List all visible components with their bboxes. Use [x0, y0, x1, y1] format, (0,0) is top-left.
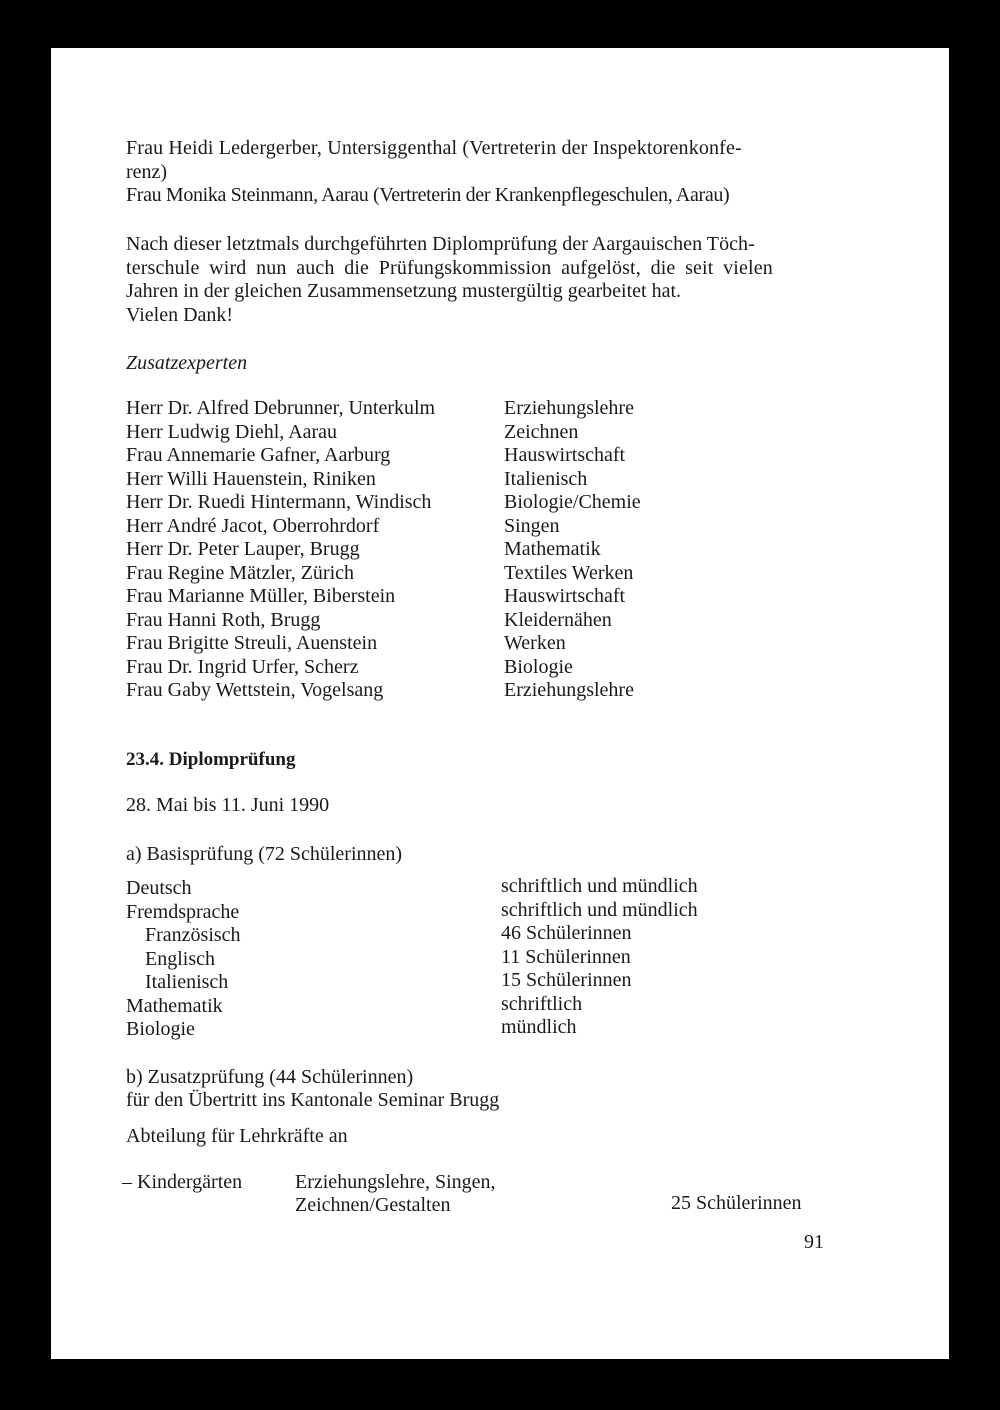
expert-subject: Textiles Werken: [504, 561, 634, 584]
expert-name: Herr Dr. Peter Lauper, Brugg: [126, 538, 360, 560]
kindergarten-subjects-1: Erziehungslehre, Singen,: [295, 1171, 496, 1193]
basis-detail: 15 Schülerinnen: [501, 969, 632, 991]
basis-subject: Italienisch: [145, 971, 229, 993]
paragraph-line-3: Jahren in der gleichen Zusammensetzung mustergültig gearbeitet hat.: [126, 280, 682, 302]
expert-name: Frau Hanni Roth, Brugg: [126, 608, 321, 631]
expert-subject: Zeichnen: [504, 420, 579, 443]
expert-name: Frau Gaby Wettstein, Vogelsang: [126, 679, 384, 701]
intro-block: [126, 137, 826, 208]
expert-name: Herr Dr. Alfred Debrunner, Unterkulm: [126, 397, 436, 419]
intro-line-2: renz): [126, 160, 168, 183]
expert-subject: Hauswirtschaft: [504, 585, 626, 607]
basis-detail: 46 Schülerinnen: [501, 922, 632, 944]
exam-dates: 28. Mai bis 11. Juni 1990: [126, 794, 330, 816]
basis-subject: Biologie: [126, 1018, 195, 1040]
basis-subject: Deutsch: [126, 877, 192, 899]
basis-subject: Fremdsprache: [126, 900, 240, 923]
experts-names: [126, 397, 435, 703]
kindergarten-subjects-2: Zeichnen/Gestalten: [295, 1194, 451, 1216]
expert-subject: Mathematik: [504, 538, 601, 560]
basis-detail: schriftlich: [501, 992, 583, 1015]
basis-detail: schriftlich und mündlich: [501, 875, 698, 897]
expert-subject: Singen: [504, 514, 560, 537]
basis-subject: Englisch: [145, 947, 215, 970]
basis-detail: mündlich: [501, 1016, 577, 1038]
document-page: [51, 48, 949, 1359]
expert-subject: Italienisch: [504, 467, 588, 490]
expert-name: Frau Marianne Müller, Biberstein: [126, 585, 396, 607]
paragraph-line-2: terschule wird nun auch die Prüfungskommission aufgelöst, die seit vielen: [126, 256, 773, 279]
abteilung-line: Abteilung für Lehrkräfte an: [126, 1125, 348, 1147]
expert-name: Frau Annemarie Gafner, Aarburg: [126, 444, 391, 466]
expert-name: Frau Brigitte Streuli, Auenstein: [126, 632, 378, 654]
zusatz-line-2: für den Übertritt ins Kantonale Seminar Brugg: [126, 1089, 500, 1111]
page-number: 91: [804, 1231, 824, 1253]
expert-name: Frau Regine Mätzler, Zürich: [126, 561, 355, 584]
intro-line-3: Frau Monika Steinmann, Aarau (Vertreterin der Krankenpflegeschulen, Aarau): [126, 184, 730, 206]
basis-heading: a) Basisprüfung (72 Schülerinnen): [126, 843, 403, 865]
basis-detail: 11 Schülerinnen: [501, 945, 631, 968]
kindergarten-count: 25 Schülerinnen: [671, 1192, 802, 1214]
expert-subject: Werken: [504, 632, 566, 654]
expert-subject: Erziehungslehre: [504, 679, 634, 701]
basis-detail: schriftlich und mündlich: [501, 898, 698, 921]
experts-subjects: [504, 397, 641, 703]
paragraph-line-1: Nach dieser letztmals durchgeführten Diplomprüfung der Aargauischen Töch-: [126, 233, 755, 255]
expert-subject: Erziehungslehre: [504, 397, 634, 419]
expert-subject: Biologie/Chemie: [504, 491, 641, 513]
expert-name: Herr Ludwig Diehl, Aarau: [126, 420, 338, 443]
expert-name: Herr André Jacot, Oberrohrdorf: [126, 514, 380, 537]
section-heading: 23.4. Diplomprüfung: [126, 749, 296, 770]
basis-subjects: [126, 877, 241, 1042]
experts-heading: Zusatzexperten: [126, 352, 248, 374]
kindergarten-label: – Kindergärten: [122, 1171, 243, 1193]
expert-name: Herr Willi Hauenstein, Riniken: [126, 467, 376, 490]
expert-name: Herr Dr. Ruedi Hintermann, Windisch: [126, 491, 432, 513]
intro-line-1: Frau Heidi Ledergerber, Untersiggenthal (Vertreterin der Inspektorenkonfe-: [126, 137, 742, 159]
basis-details: [501, 875, 698, 1040]
basis-subject: Französisch: [145, 924, 241, 946]
expert-name: Frau Dr. Ingrid Urfer, Scherz: [126, 655, 359, 678]
expert-subject: Hauswirtschaft: [504, 444, 626, 466]
paragraph-block: [126, 233, 773, 327]
expert-subject: Kleidernähen: [504, 608, 612, 631]
basis-subject: Mathematik: [126, 994, 223, 1017]
expert-subject: Biologie: [504, 655, 573, 678]
zusatz-line-1: b) Zusatzprüfung (44 Schülerinnen): [126, 1066, 414, 1088]
paragraph-line-4: Vielen Dank!: [126, 303, 234, 326]
